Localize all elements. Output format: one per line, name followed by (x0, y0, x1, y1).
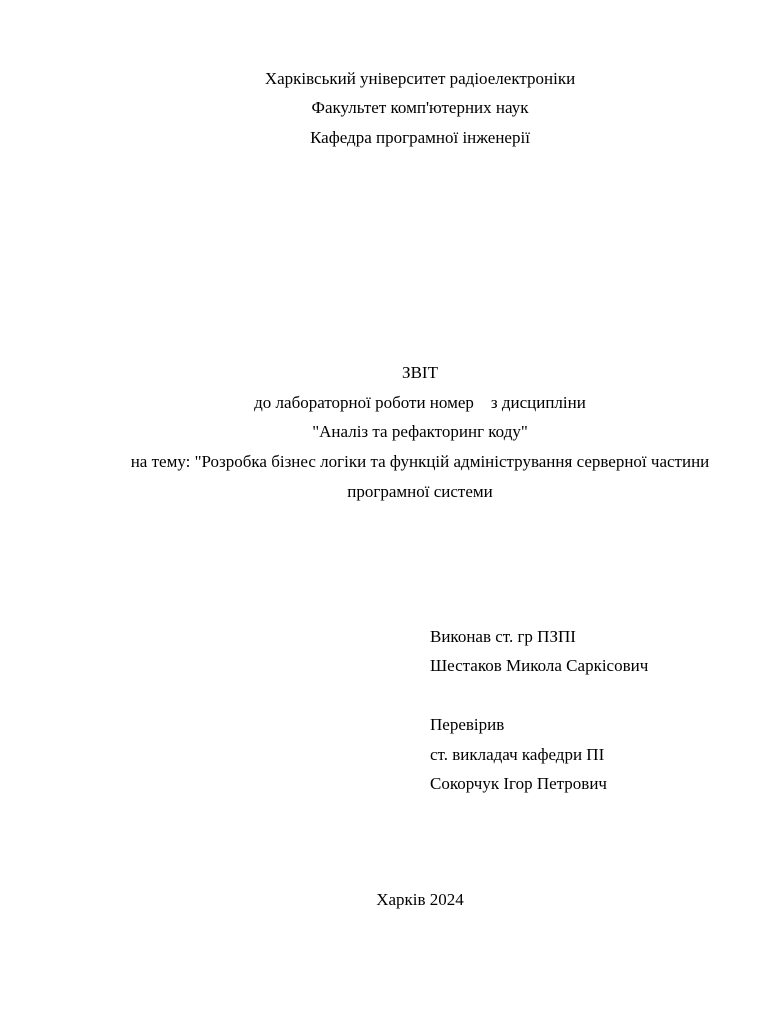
topic-line-1: на тему: "Розробка бізнес логіки та функцій адміністрування серверної частини (130, 452, 710, 471)
performed-by-label: Виконав ст. гр ПЗПІ (430, 627, 576, 646)
reviewer-position: ст. викладач кафедри ПІ (430, 745, 605, 764)
department-name: Кафедра програмної інженерії (310, 128, 530, 147)
city-year: Харків 2024 (376, 890, 464, 909)
discipline-name: "Аналіз та рефакторинг коду" (312, 422, 528, 441)
university-name: Харківський університет радіоелектроніки (264, 69, 576, 88)
faculty-name: Факультет комп'ютерних наук (311, 98, 529, 117)
student-name: Шестаков Микола Саркісович (430, 656, 649, 675)
lab-work-line: до лабораторної роботи номер з дисципліни (254, 393, 586, 412)
report-title: ЗВІТ (402, 363, 438, 382)
reviewer-name: Сокорчук Ігор Петрович (430, 774, 607, 793)
topic-line-2: програмної системи (347, 482, 493, 501)
checked-by-label: Перевірив (430, 715, 505, 734)
